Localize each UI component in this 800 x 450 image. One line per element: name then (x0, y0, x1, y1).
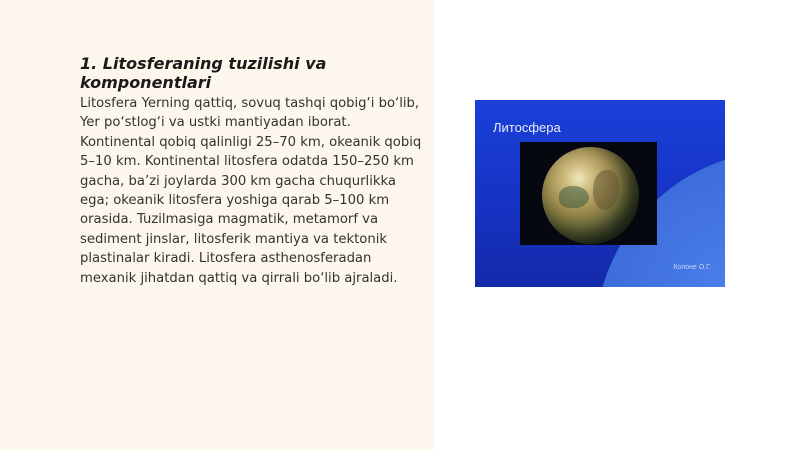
slide-body-text: Litosfera Yerning qattiq, sovuq tashqi qobig‘i bo‘lib, Yer po‘stlog‘i va ustki mantiyadan iborat. Kontinental qobiq qalinligi 25–70 km, okeanik qobiq 5–10 km. Kontinental litosfera odatda 150–250 km gacha, ba’zi joylarda 300 km gacha chuqurlikka ega; okeanik litosfera yoshiga qarab 5–100 km orasida. Tuzilmasiga magmatik, metamorf va sediment jinslar, litosferik mantiya va tektonik plastinalar kiradi. Litosfera asthenosferadan mexanik jihatdan qattiq va qirrali bo‘lib ajraladi. (80, 96, 422, 286)
earth-globe-icon (542, 147, 639, 244)
image-title: Литосфера (493, 120, 561, 135)
lithosphere-image (475, 100, 725, 287)
slide-title: 1. Litosferaning tuzilishi va komponentlari (80, 54, 327, 92)
continent-patch (559, 186, 589, 208)
image-caption: Копоне О.Г. (673, 264, 711, 271)
